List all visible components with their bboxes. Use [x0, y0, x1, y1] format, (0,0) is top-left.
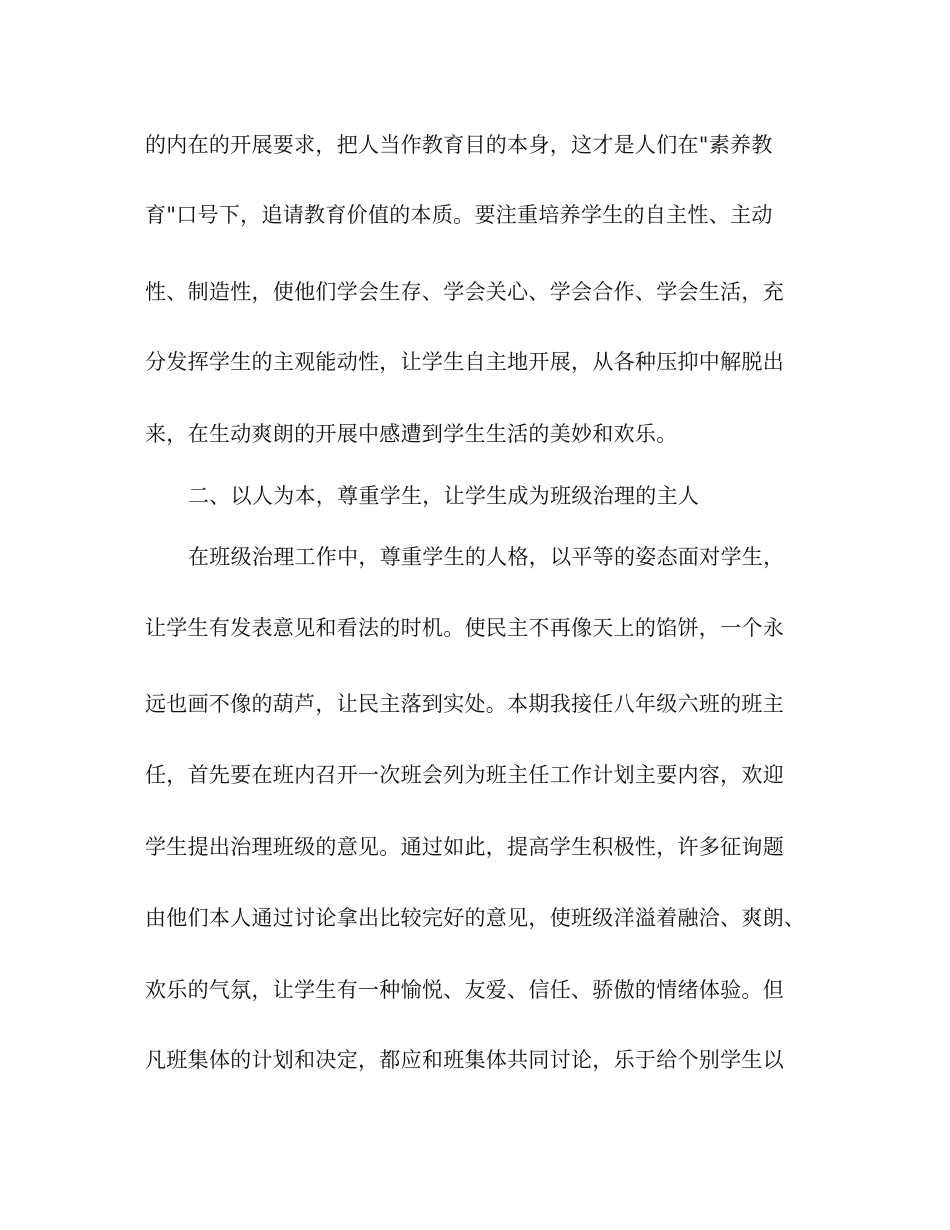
- paragraph-line-10: 学生提出治理班级的意见。通过如此，提高学生积极性，许多征询题: [145, 835, 784, 859]
- paragraph-line-2: 育"口号下，追请教育价值的本质。要注重培养学生的自主性、主动: [145, 203, 773, 227]
- paragraph-line-6: 在班级治理工作中，尊重学生的人格，以平等的姿态面对学生，: [188, 545, 785, 569]
- paragraph-line-3: 性、制造性，使他们学会生存、学会关心、学会合作、学会生活，充: [145, 280, 784, 304]
- paragraph-line-8: 远也画不像的葫芦，让民主落到实处。本期我接任八年级六班的班主: [145, 692, 784, 716]
- paragraph-line-11: 由他们本人通过讨论拿出比较完好的意见，使班级洋溢着融洽、爽朗、: [145, 906, 806, 930]
- paragraph-line-4: 分发挥学生的主观能动性，让学生自主地开展，从各种压抑中解脱出: [145, 350, 784, 374]
- paragraph-line-9: 任，首先要在班内召开一次班会列为班主任工作计划主要内容，欢迎: [145, 763, 784, 787]
- paragraph-line-13: 凡班集体的计划和决定，都应和班集体共同讨论，乐于给个别学生以: [145, 1048, 784, 1072]
- paragraph-line-7: 让学生有发表意见和看法的时机。使民主不再像天上的馅饼，一个永: [145, 616, 784, 640]
- paragraph-line-1: 的内在的开展要求，把人当作教育目的本身，这才是人们在"素养教: [145, 133, 773, 157]
- paragraph-line-5: 来，在生动爽朗的开展中感遭到学生生活的美妙和欢乐。: [145, 422, 678, 446]
- paragraph-line-12: 欢乐的气氛，让学生有一种愉悦、友爱、信任、骄傲的情绪体验。但: [145, 978, 784, 1002]
- section-heading: 二、以人为本，尊重学生，让学生成为班级治理的主人: [188, 484, 700, 508]
